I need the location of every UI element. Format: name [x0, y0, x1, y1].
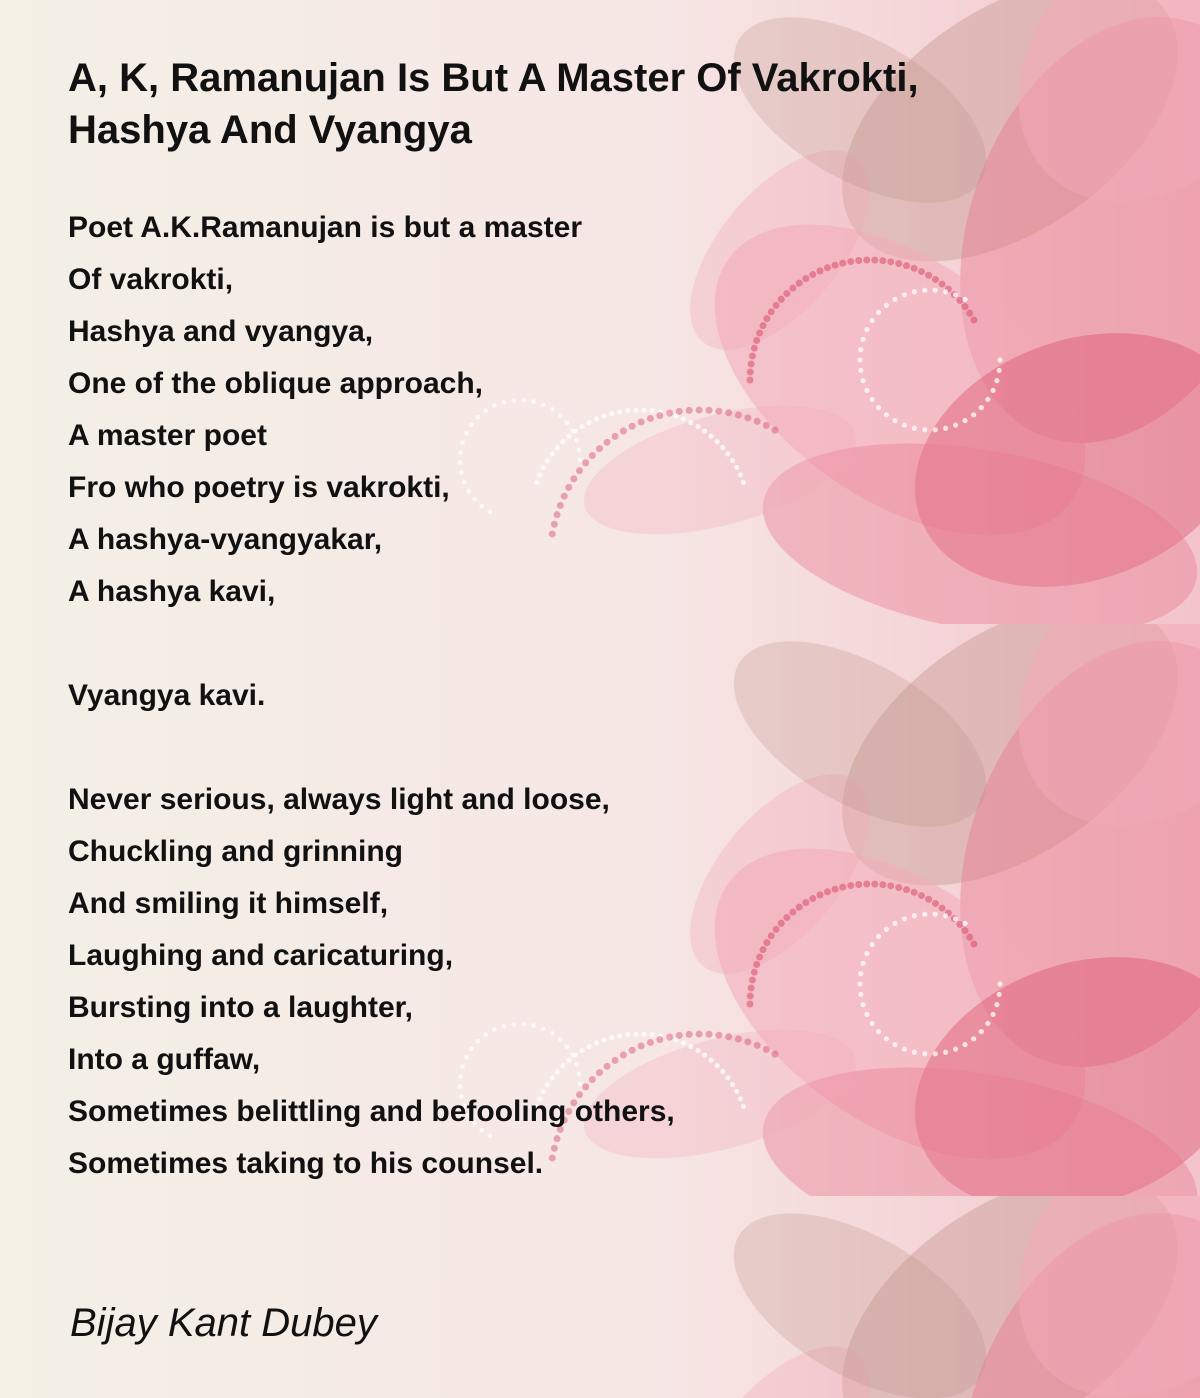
poem-author: Bijay Kant Dubey [70, 1301, 377, 1345]
poem-line: A hashya kavi, [68, 575, 276, 608]
poem-line: A hashya-vyangyakar, [68, 523, 383, 556]
stanza [68, 670, 265, 722]
stanza [68, 202, 582, 618]
poem-line: Bursting into a laughter, [68, 991, 414, 1024]
poem-line: One of the oblique approach, [68, 367, 484, 400]
poem-line: Into a guffaw, [68, 1043, 261, 1076]
poem-line: Never serious, always light and loose, [68, 783, 610, 816]
poem-line: And smiling it himself, [68, 887, 389, 920]
poem-line: Of vakrokti, [68, 263, 234, 296]
poem-line: Poet A.K.Ramanujan is but a master [68, 211, 583, 244]
background-band [0, 1196, 1200, 1398]
stanza [68, 774, 675, 1190]
poem-line: Sometimes belittling and befooling others, [68, 1095, 675, 1128]
poem-line: Sometimes taking to his counsel. [68, 1147, 544, 1180]
poem-title: A, K, Ramanujan Is But A Master Of Vakrokti, Hashya And Vyangya [68, 56, 919, 152]
poem-line: Fro who poetry is vakrokti, [68, 471, 450, 504]
poem-line: Laughing and caricaturing, [68, 939, 454, 972]
poem-line: Vyangya kavi. [68, 679, 266, 712]
poem-line: Chuckling and grinning [68, 835, 403, 868]
poem-line: A master poet [68, 419, 267, 452]
poem-line: Hashya and vyangya, [68, 315, 374, 348]
